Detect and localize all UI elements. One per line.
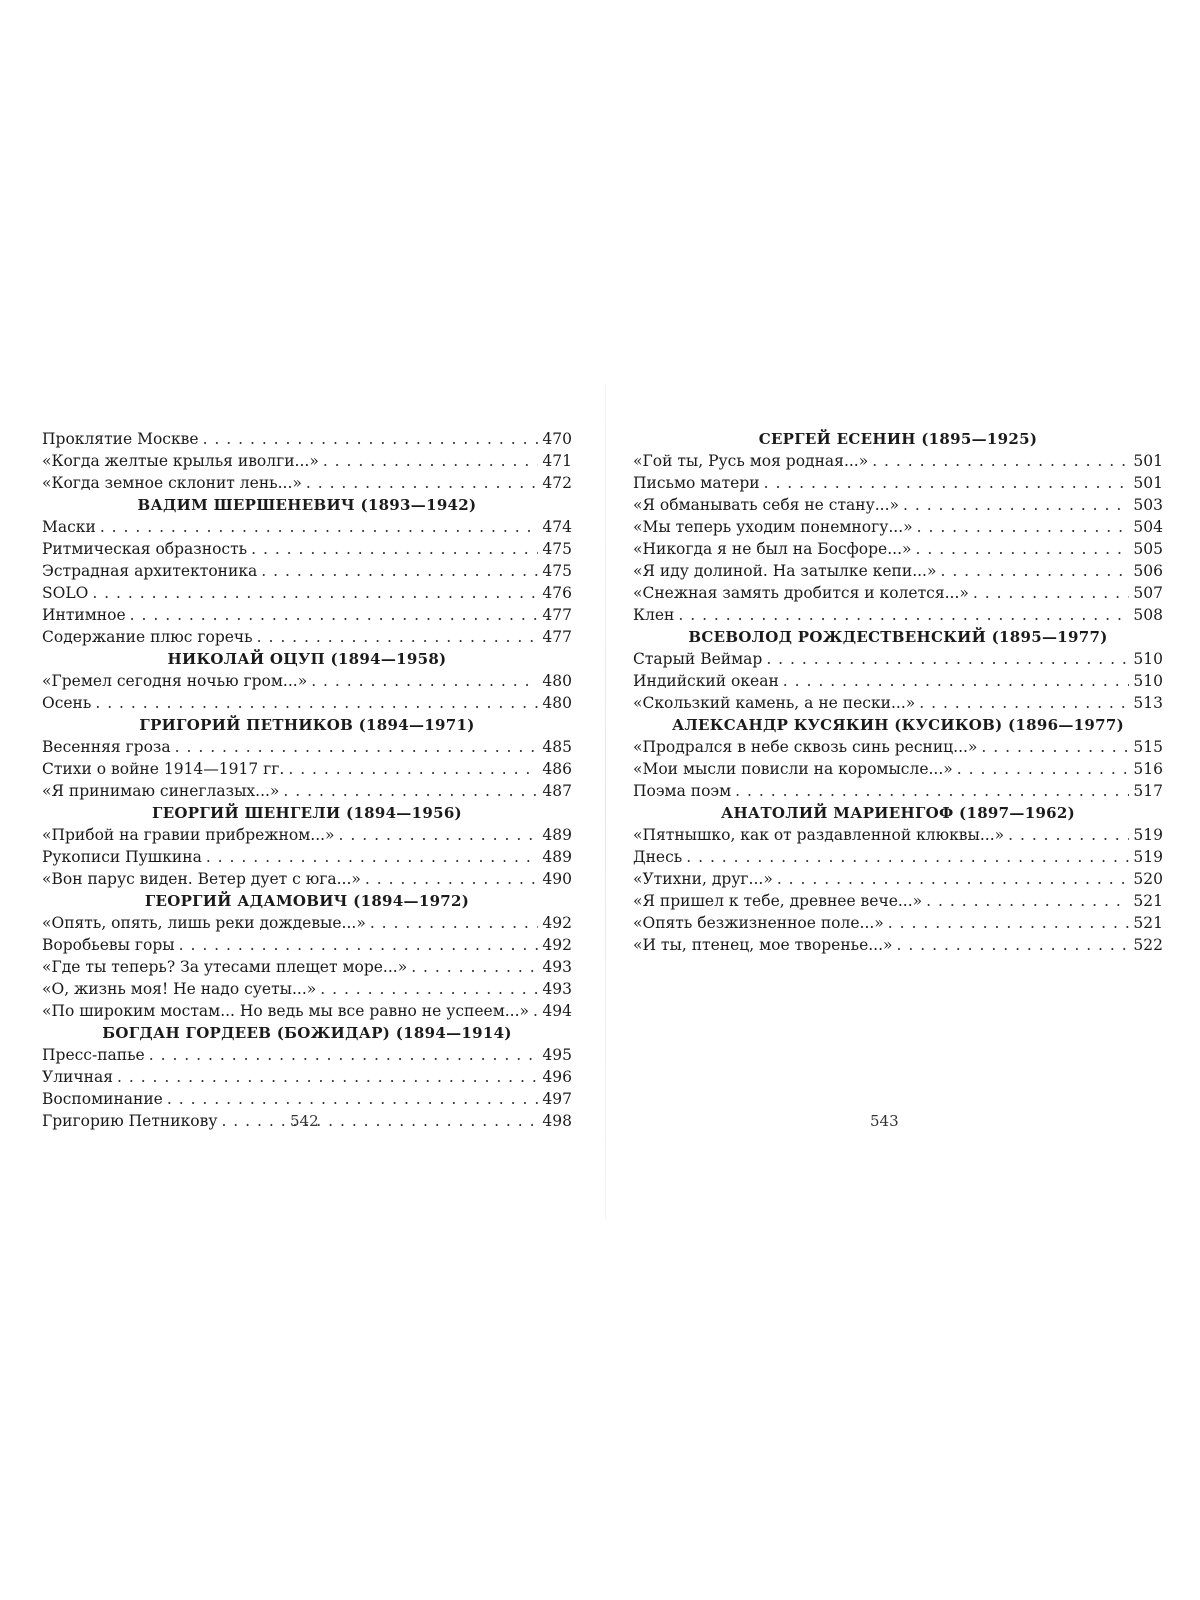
toc-entry [42, 1000, 572, 1022]
toc-entry-title: «Вон парус виден. Ветер дует с юга...» [42, 870, 361, 888]
author-heading: НИКОЛАЙ ОЦУП (1894—1958) [167, 650, 447, 668]
dot-leader [783, 670, 1130, 692]
dot-leader [117, 1066, 538, 1088]
toc-entry-page: 494 [542, 1002, 572, 1020]
dot-leader [872, 450, 1129, 472]
author-heading: АНАТОЛИЙ МАРИЕНГОФ (1897—1962) [720, 804, 1076, 822]
toc-entry-page: 497 [542, 1090, 572, 1108]
toc-entry [42, 1044, 572, 1066]
toc-entry-page: 498 [542, 1112, 572, 1130]
toc-entry [633, 736, 1163, 758]
dot-leader [888, 912, 1130, 934]
dot-leader [203, 428, 539, 450]
toc-entry-title: «И ты, птенец, мое творенье...» [633, 936, 893, 954]
toc-entry [42, 1088, 572, 1110]
toc-entry-page: 470 [542, 430, 572, 448]
toc-entry-page: 492 [542, 914, 572, 932]
toc-entry-page: 513 [1133, 694, 1163, 712]
dot-leader [306, 472, 539, 494]
toc-entry-title: «Где ты теперь? За утесами плещет море...» [42, 958, 408, 976]
toc-entry-title: Воробьевы горы [42, 936, 175, 954]
dot-leader [981, 736, 1129, 758]
toc-entry-page: 504 [1133, 518, 1163, 536]
dot-leader [957, 758, 1130, 780]
toc-entry-title: Осень [42, 694, 92, 712]
toc-entry-page: 493 [542, 980, 572, 998]
dot-leader [903, 494, 1129, 516]
dot-leader [370, 912, 539, 934]
toc-entry-page: 492 [542, 936, 572, 954]
author-heading: ВАДИМ ШЕРШЕНЕВИЧ (1893—1942) [137, 496, 477, 514]
toc-entry [633, 582, 1163, 604]
toc-entry-page: 489 [542, 848, 572, 866]
author-heading: ГЕОРГИЙ ШЕНГЕЛИ (1894—1956) [152, 804, 462, 822]
toc-entry-page: 520 [1133, 870, 1163, 888]
toc-entry-page: 507 [1133, 584, 1163, 602]
toc-entry-page: 490 [542, 870, 572, 888]
toc-entry-title: «По широким мостам... Но ведь мы все равно не успеем...» [42, 1002, 530, 1020]
toc-entry-title: «Никогда я не был на Босфоре...» [633, 540, 912, 558]
toc-entry [42, 428, 572, 450]
dot-leader [130, 604, 539, 626]
toc-entry-title: Эстрадная архитектоника [42, 562, 258, 580]
toc-entry-title: SOLO [42, 584, 89, 602]
dot-leader [149, 1044, 539, 1066]
toc-entry-page: 493 [542, 958, 572, 976]
toc-entry [42, 692, 572, 714]
toc-entry-page: 471 [542, 452, 572, 470]
toc-entry-page: 505 [1133, 540, 1163, 558]
toc-entry-title: «Утихни, друг...» [633, 870, 773, 888]
toc-entry-page: 495 [542, 1046, 572, 1064]
toc-entry-title: Весенняя гроза [42, 738, 171, 756]
toc-entry-title: «Опять безжизненное поле...» [633, 914, 884, 932]
toc-entry [633, 648, 1163, 670]
toc-entry [42, 736, 572, 758]
toc-entry [633, 846, 1163, 868]
toc-entry-page: 501 [1133, 452, 1163, 470]
toc-entry [42, 846, 572, 868]
toc-entry-title: «Я обманывать себя не стану...» [633, 496, 899, 514]
toc-entry-page: 480 [542, 694, 572, 712]
toc-entry-title: «Гремел сегодня ночью гром...» [42, 672, 308, 690]
dot-leader [411, 956, 538, 978]
toc-entry-page: 516 [1133, 760, 1163, 778]
toc-entry [633, 890, 1163, 912]
toc-entry-title: Письмо матери [633, 474, 760, 492]
toc-entry [633, 472, 1163, 494]
author-heading: БОГДАН ГОРДЕЕВ (БОЖИДАР) (1894—1914) [102, 1024, 512, 1042]
toc-entry [42, 956, 572, 978]
toc-entry-title: «Пятнышко, как от раздавленной клюквы...» [633, 826, 1005, 844]
toc-entry-title: «Когда желтые крылья иволги...» [42, 452, 319, 470]
dot-leader [167, 1088, 539, 1110]
toc-entry-page: 506 [1133, 562, 1163, 580]
toc-entry-page: 476 [542, 584, 572, 602]
toc-entry-page: 515 [1133, 738, 1163, 756]
toc-entry-title: «Мы теперь уходим понемногу...» [633, 518, 913, 536]
right-page-toc [633, 428, 1163, 956]
dot-leader [175, 736, 539, 758]
dot-leader [221, 1110, 538, 1132]
toc-entry [633, 934, 1163, 956]
toc-entry-title: Воспоминание [42, 1090, 163, 1108]
dot-leader [917, 516, 1130, 538]
dot-leader [261, 560, 538, 582]
toc-entry [42, 472, 572, 494]
toc-entry-page: 510 [1133, 650, 1163, 668]
dot-leader [973, 582, 1130, 604]
dot-leader [257, 626, 539, 648]
toc-entry [42, 1066, 572, 1088]
toc-entry-page: 508 [1133, 606, 1163, 624]
right-page-number: 543 [870, 1112, 899, 1130]
toc-entry-title: «Скользкий камень, а не пески...» [633, 694, 916, 712]
toc-entry [42, 516, 572, 538]
toc-entry-title: «Мои мысли повисли на коромысле...» [633, 760, 953, 778]
left-page-toc [42, 428, 572, 1132]
toc-entry [42, 824, 572, 846]
toc-entry-page: 472 [542, 474, 572, 492]
toc-entry-page: 517 [1133, 782, 1163, 800]
toc-entry [42, 626, 572, 648]
author-heading: СЕРГЕЙ ЕСЕНИН (1895—1925) [758, 430, 1038, 448]
toc-entry-title: «Гой ты, Русь моя родная...» [633, 452, 869, 470]
toc-entry [633, 780, 1163, 802]
toc-entry-title: Маски [42, 518, 96, 536]
toc-entry-title: Уличная [42, 1068, 113, 1086]
book-gutter [605, 385, 606, 1220]
toc-entry-title: Интимное [42, 606, 126, 624]
dot-leader [320, 978, 538, 1000]
dot-leader [735, 780, 1129, 802]
toc-entry-title: Клен [633, 606, 675, 624]
dot-leader [764, 472, 1130, 494]
toc-entry-title: Содержание плюс горечь [42, 628, 253, 646]
toc-entry [42, 934, 572, 956]
toc-entry-title: Григорию Петникову [42, 1112, 218, 1130]
dot-leader [95, 692, 538, 714]
toc-entry-page: 477 [542, 628, 572, 646]
toc-entry-title: Старый Веймар [633, 650, 763, 668]
toc-entry-title: Поэма поэм [633, 782, 732, 800]
toc-entry-title: Пресс-папье [42, 1046, 145, 1064]
toc-entry-title: «Снежная замять дробится и колется...» [633, 584, 969, 602]
dot-leader [251, 538, 538, 560]
toc-entry-page: 480 [542, 672, 572, 690]
toc-entry-title: «Я принимаю синеглазых...» [42, 782, 280, 800]
toc-entry-title: Стихи о войне 1914—1917 гг. [42, 760, 285, 778]
toc-entry-page: 474 [542, 518, 572, 536]
toc-entry-title: Рукописи Пушкина [42, 848, 202, 866]
dot-leader [766, 648, 1129, 670]
toc-entry-page: 489 [542, 826, 572, 844]
dot-leader [288, 758, 538, 780]
toc-entry-title: «Когда земное склонит лень...» [42, 474, 302, 492]
toc-entry-title: «Прибой на гравии прибрежном...» [42, 826, 335, 844]
toc-entry-page: 486 [542, 760, 572, 778]
toc-entry-title: «Я пришел к тебе, древнее вече...» [633, 892, 923, 910]
toc-entry [633, 494, 1163, 516]
dot-leader [179, 934, 539, 956]
toc-entry-page: 503 [1133, 496, 1163, 514]
author-heading: ГРИГОРИЙ ПЕТНИКОВ (1894—1971) [139, 716, 475, 734]
dot-leader [283, 780, 538, 802]
dot-leader [897, 934, 1130, 956]
toc-entry-page: 519 [1133, 848, 1163, 866]
toc-entry [42, 780, 572, 802]
toc-entry [42, 978, 572, 1000]
toc-entry [42, 912, 572, 934]
toc-entry [42, 758, 572, 780]
toc-entry-title: «О, жизнь моя! Не надо суеты...» [42, 980, 317, 998]
toc-entry [42, 450, 572, 472]
author-heading: ВСЕВОЛОД РОЖДЕСТВЕНСКИЙ (1895—1977) [688, 628, 1108, 646]
dot-leader [533, 1000, 538, 1022]
dot-leader [339, 824, 539, 846]
author-heading: ГЕОРГИЙ АДАМОВИЧ (1894—1972) [144, 892, 470, 910]
toc-entry [42, 604, 572, 626]
toc-entry-title: Проклятие Москве [42, 430, 199, 448]
dot-leader [678, 604, 1129, 626]
toc-entry-page: 519 [1133, 826, 1163, 844]
toc-entry-page: 521 [1133, 892, 1163, 910]
toc-entry-title: «Продрался в небе сквозь синь ресниц...» [633, 738, 978, 756]
toc-entry [42, 868, 572, 890]
toc-entry-title: Индийский океан [633, 672, 779, 690]
toc-entry [633, 604, 1163, 626]
toc-entry-title: Ритмическая образность [42, 540, 248, 558]
toc-entry [633, 824, 1163, 846]
dot-leader [100, 516, 539, 538]
dot-leader [926, 890, 1129, 912]
toc-entry-page: 487 [542, 782, 572, 800]
toc-entry [633, 450, 1163, 472]
toc-entry-page: 501 [1133, 474, 1163, 492]
dot-leader [323, 450, 539, 472]
toc-entry [633, 560, 1163, 582]
dot-leader [686, 846, 1129, 868]
dot-leader [365, 868, 539, 890]
toc-entry [633, 670, 1163, 692]
toc-entry-page: 496 [542, 1068, 572, 1086]
dot-leader [916, 538, 1130, 560]
toc-entry-title: «Я иду долиной. На затылке кепи...» [633, 562, 937, 580]
toc-entry [633, 538, 1163, 560]
toc-entry-page: 477 [542, 606, 572, 624]
toc-entry [42, 670, 572, 692]
toc-entry-page: 510 [1133, 672, 1163, 690]
toc-entry [42, 582, 572, 604]
dot-leader [1008, 824, 1129, 846]
dot-leader [206, 846, 539, 868]
toc-entry-title: «Опять, опять, лишь реки дождевые...» [42, 914, 366, 932]
toc-entry-page: 521 [1133, 914, 1163, 932]
toc-entry-page: 485 [542, 738, 572, 756]
toc-entry [42, 538, 572, 560]
toc-entry-page: 522 [1133, 936, 1163, 954]
toc-entry-page: 475 [542, 562, 572, 580]
dot-leader [92, 582, 538, 604]
dot-leader [919, 692, 1129, 714]
toc-entry [633, 516, 1163, 538]
left-page-number: 542 [290, 1112, 319, 1130]
toc-entry-title: Днесь [633, 848, 683, 866]
toc-entry-page: 475 [542, 540, 572, 558]
toc-entry [633, 758, 1163, 780]
toc-entry [633, 692, 1163, 714]
author-heading: АЛЕКСАНДР КУСЯКИН (КУСИКОВ) (1896—1977) [671, 716, 1125, 734]
dot-leader [940, 560, 1129, 582]
toc-entry [633, 912, 1163, 934]
dot-leader [777, 868, 1130, 890]
dot-leader [311, 670, 538, 692]
toc-entry [42, 560, 572, 582]
toc-entry [633, 868, 1163, 890]
